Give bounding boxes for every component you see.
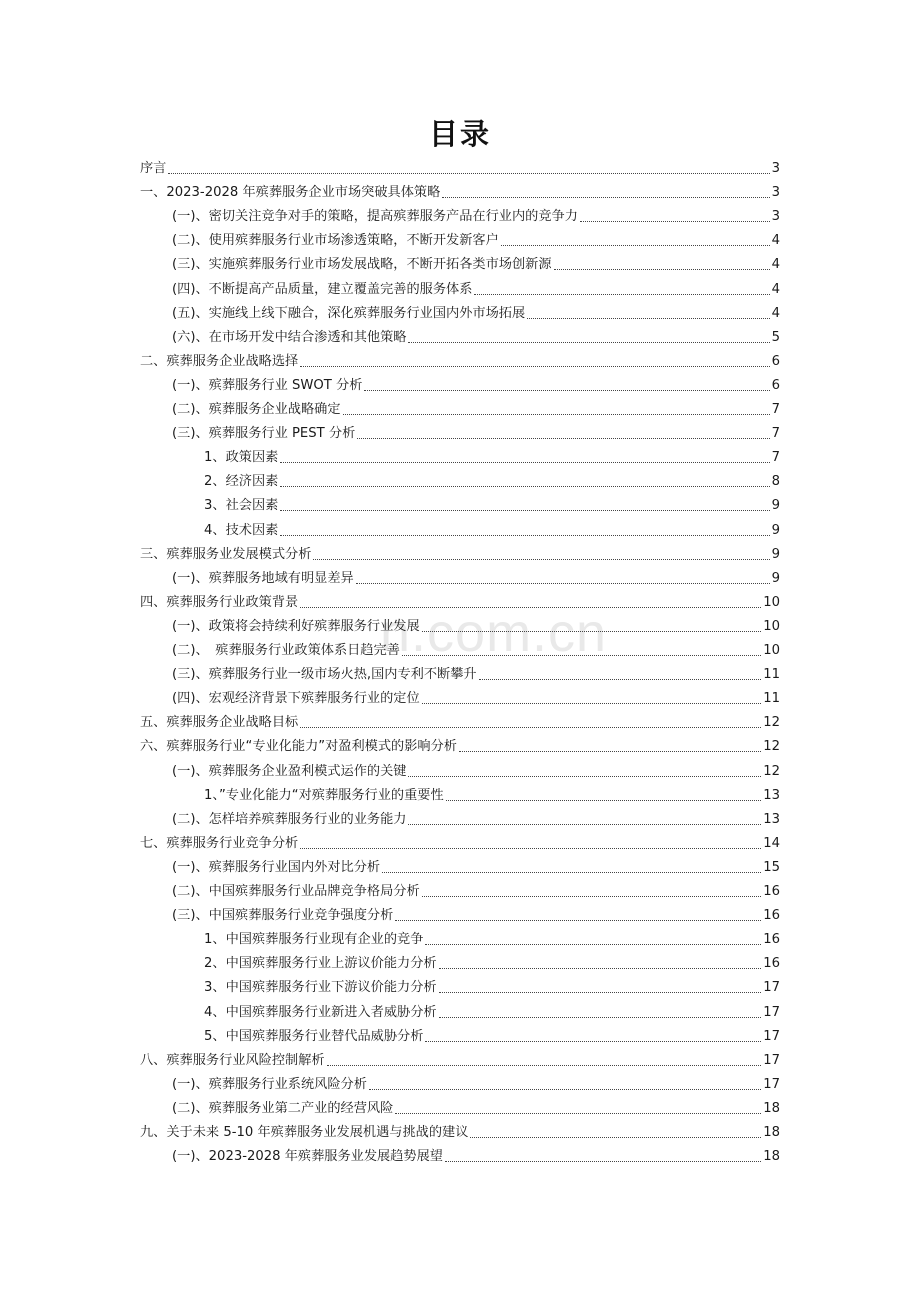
toc-dot-leader: [527, 303, 769, 325]
toc-page-number: 15: [763, 859, 780, 875]
toc-entry-title: 序言: [140, 161, 167, 176]
toc-page-number: 18: [763, 1100, 780, 1116]
toc-entry[interactable]: [172, 664, 780, 686]
toc-entry-title: 3、中国殡葬服务行业下游议价能力分析: [204, 980, 437, 996]
toc-dot-leader: [408, 327, 769, 349]
toc-page-number: 10: [763, 643, 780, 658]
toc-entry[interactable]: [172, 279, 780, 301]
toc-dot-leader: [439, 953, 762, 975]
toc-entry-title: 五、殡葬服务企业战略目标: [140, 715, 299, 731]
toc-page-number: 18: [763, 1149, 780, 1165]
toc-entry[interactable]: [172, 640, 780, 662]
toc-page-number: 14: [763, 835, 780, 851]
toc-entry[interactable]: [204, 785, 780, 807]
toc-entry[interactable]: [172, 1074, 780, 1096]
toc-entry-title: (一)、密切关注竞争对手的策略，提高殡葬服务产品在行业内的竞争力: [172, 209, 578, 225]
toc-entry[interactable]: [172, 1098, 780, 1120]
toc-page-number: 17: [763, 1004, 780, 1020]
toc-dot-leader: [280, 447, 769, 469]
toc-page-number: 11: [763, 667, 780, 683]
toc-entry-title: 4、中国殡葬服务行业新进入者威胁分析: [204, 1004, 437, 1020]
toc-page-number: 10: [763, 618, 780, 634]
toc-dot-leader: [425, 1026, 761, 1048]
toc-page-number: 16: [763, 884, 780, 899]
toc-page-number: 4: [771, 257, 780, 273]
toc-page-number: 17: [763, 1028, 780, 1044]
toc-page-number: 10: [763, 594, 780, 610]
toc-entry[interactable]: [172, 230, 780, 252]
toc-entry-title: (三)、殡葬服务行业 PEST 分析: [172, 426, 356, 442]
toc-entry-title: 三、殡葬服务业发展模式分析: [140, 546, 312, 562]
toc-dot-leader: [300, 351, 769, 373]
toc-entry[interactable]: [172, 568, 780, 590]
toc-entry-title: (三)、实施殡葬服务行业市场发展战略，不断开拓各类市场创新源: [172, 257, 552, 273]
toc-entry[interactable]: [140, 158, 780, 180]
toc-page-number: 3: [771, 209, 780, 225]
toc-dot-leader: [395, 1098, 761, 1120]
toc-page-number: 3: [771, 185, 780, 201]
toc-page-number: 4: [771, 305, 780, 321]
toc-page-number: 17: [763, 980, 780, 996]
page-title: 目录: [428, 117, 491, 151]
toc-dot-leader: [300, 592, 761, 614]
toc-dot-leader: [300, 833, 761, 855]
toc-entry-title: (一)、殡葬服务行业系统风险分析: [172, 1076, 367, 1092]
toc-page-number: 8: [771, 474, 780, 490]
toc-page-number: 16: [763, 908, 780, 924]
toc-entry[interactable]: [172, 399, 780, 421]
toc-dot-leader: [501, 230, 770, 252]
toc-entry-title: (二)、殡葬服务企业战略确定: [172, 402, 341, 417]
toc-entry-title: (一)、殡葬服务地域有明显差异: [172, 570, 354, 586]
toc-entry-title: 2、经济因素: [204, 474, 279, 490]
toc-entry[interactable]: [172, 254, 780, 276]
toc-entry-title: 六、殡葬服务行业“专业化能力”对盈利模式的影响分析: [140, 739, 457, 755]
toc-entry[interactable]: [204, 1002, 780, 1024]
toc-entry-title: (一)、殡葬服务企业盈利模式运作的关键: [172, 763, 407, 779]
toc-entry-title: (二)、殡葬服务业第二产业的经营风险: [172, 1100, 394, 1116]
toc-dot-leader: [470, 1122, 761, 1144]
toc-dot-leader: [479, 664, 762, 686]
toc-entry[interactable]: [140, 712, 780, 734]
toc-page-number: 18: [763, 1125, 780, 1140]
toc-page-number: 7: [771, 450, 780, 466]
toc-entry[interactable]: [172, 761, 780, 783]
toc-entry[interactable]: [172, 857, 780, 879]
toc-page-number: 6: [771, 377, 780, 393]
toc-dot-leader: [442, 182, 769, 204]
toc-entry[interactable]: [140, 592, 780, 614]
toc-page-number: 7: [771, 402, 780, 417]
toc-dot-leader: [445, 1146, 761, 1168]
toc-entry[interactable]: [140, 1122, 780, 1144]
toc-entry-title: (五)、实施线上线下融合，深化殡葬服务行业国内外市场拓展: [172, 305, 526, 321]
toc-dot-leader: [425, 929, 761, 951]
toc-entry-title: 1、政策因素: [204, 450, 279, 466]
toc-entry[interactable]: [172, 881, 780, 903]
watermark: n.com.cn: [380, 603, 608, 663]
toc-entry-title: (三)、殡葬服务行业一级市场火热,国内专利不断攀升: [172, 667, 477, 683]
toc-entry[interactable]: [204, 520, 780, 542]
toc-page-number: 11: [763, 691, 780, 707]
toc-entry-title: 1、”专业化能力“对殡葬服务行业的重要性: [204, 787, 444, 803]
toc-page-number: 7: [771, 426, 780, 442]
toc-dot-leader: [580, 206, 770, 228]
toc-entry-title: (一)、殡葬服务行业国内外对比分析: [172, 859, 381, 875]
toc-entry-title: (二)、中国殡葬服务行业品牌竞争格局分析: [172, 884, 420, 899]
toc-entry-title: (一)、殡葬服务行业 SWOT 分析: [172, 377, 363, 393]
toc-entry[interactable]: [204, 977, 780, 999]
toc-dot-leader: [168, 158, 769, 180]
toc-dot-leader: [280, 471, 769, 493]
toc-entry[interactable]: [172, 423, 780, 445]
toc-page-number: 12: [763, 739, 780, 755]
toc-entry[interactable]: [172, 327, 780, 349]
toc-entry-title: (一)、2023-2028 年殡葬服务业发展趋势展望: [172, 1149, 443, 1165]
toc-page-number: 4: [771, 233, 780, 249]
toc-entry[interactable]: [172, 809, 780, 831]
toc-entry-title: (三)、中国殡葬服务行业竞争强度分析: [172, 908, 394, 924]
toc-entry-title: (四)、不断提高产品质量，建立覆盖完善的服务体系: [172, 281, 473, 297]
toc-dot-leader: [422, 881, 762, 903]
toc-entry-title: 2、中国殡葬服务行业上游议价能力分析: [204, 956, 437, 972]
toc-entry-title: 七、殡葬服务行业竞争分析: [140, 835, 299, 851]
toc-page-number: 16: [763, 932, 780, 948]
toc-dot-leader: [357, 423, 769, 445]
toc-entry-title: 4、技术因素: [204, 522, 279, 538]
toc-entry[interactable]: [204, 929, 780, 951]
toc-dot-leader: [300, 712, 761, 734]
toc-page-number: 9: [771, 546, 780, 562]
toc-entry-title: 5、中国殡葬服务行业替代品威胁分析: [204, 1028, 424, 1044]
toc-entry-title: 八、殡葬服务行业风险控制解析: [140, 1052, 325, 1068]
toc-entry[interactable]: [172, 616, 780, 638]
toc-entry[interactable]: [204, 471, 780, 493]
toc-entry-title: 1、中国殡葬服务行业现有企业的竞争: [204, 932, 424, 948]
toc-entry[interactable]: [172, 1146, 780, 1168]
toc-dot-leader: [369, 1074, 761, 1096]
toc-page-number: 17: [763, 1052, 780, 1068]
toc-dot-leader: [327, 1050, 762, 1072]
toc-dot-leader: [554, 254, 770, 276]
toc-page-number: 3: [771, 161, 780, 176]
toc-dot-leader: [474, 279, 769, 301]
toc-dot-leader: [356, 568, 770, 590]
toc-page-number: 13: [763, 787, 780, 803]
toc-page-number: 9: [771, 522, 780, 538]
toc-dot-leader: [364, 375, 769, 397]
toc-entry-title: 二、殡葬服务企业战略选择: [140, 353, 299, 369]
toc-entry[interactable]: [172, 303, 780, 325]
toc-entry[interactable]: [140, 1050, 780, 1072]
toc-entry[interactable]: [140, 544, 780, 566]
toc-dot-leader: [343, 399, 770, 421]
toc-entry-title: 3、社会因素: [204, 498, 279, 514]
toc-entry-title: 四、殡葬服务行业政策背景: [140, 594, 299, 610]
toc-page-number: 5: [771, 329, 780, 345]
toc-page-number: 16: [763, 956, 780, 972]
toc-page-number: 12: [763, 763, 780, 779]
toc-dot-leader: [402, 640, 761, 662]
toc-entry-title: (二)、使用殡葬服务行业市场渗透策略，不断开发新客户: [172, 233, 499, 249]
toc-dot-leader: [408, 761, 761, 783]
toc-dot-leader: [439, 1002, 762, 1024]
toc-dot-leader: [408, 809, 761, 831]
toc-entry[interactable]: [140, 182, 780, 204]
toc-entry[interactable]: [172, 375, 780, 397]
toc-entry-title: (二)、 殡葬服务行业政策体系日趋完善: [172, 643, 400, 658]
toc-page-number: 4: [771, 281, 780, 297]
toc-entry[interactable]: [172, 688, 780, 710]
toc-entry-title: 一、2023-2028 年殡葬服务企业市场突破具体策略: [140, 185, 441, 201]
toc-page-number: 17: [763, 1076, 780, 1092]
toc-entry[interactable]: [172, 206, 780, 228]
toc-entry-title: (六)、在市场开发中结合渗透和其他策略: [172, 329, 407, 345]
toc-entry[interactable]: [140, 351, 780, 373]
toc-entry-title: (二)、怎样培养殡葬服务行业的业务能力: [172, 811, 407, 827]
toc-page-number: 13: [763, 811, 780, 827]
toc-page-number: 9: [771, 498, 780, 514]
toc-dot-leader: [280, 520, 769, 542]
toc-entry[interactable]: [140, 736, 780, 758]
toc-page-number: 12: [763, 715, 780, 731]
toc-dot-leader: [422, 688, 762, 710]
toc-dot-leader: [422, 616, 762, 638]
toc-page-number: 6: [771, 353, 780, 369]
toc-dot-leader: [446, 785, 762, 807]
toc-dot-leader: [439, 977, 762, 999]
toc-page-number: 9: [771, 570, 780, 586]
toc-dot-leader: [459, 736, 761, 758]
toc-dot-leader: [395, 905, 761, 927]
toc-entry[interactable]: [204, 1026, 780, 1048]
toc-entry[interactable]: [204, 495, 780, 517]
toc-entry[interactable]: [204, 447, 780, 469]
toc-entry-title: 九、关于未来 5-10 年殡葬服务业发展机遇与挑战的建议: [140, 1125, 469, 1140]
toc-dot-leader: [382, 857, 761, 879]
toc-entry[interactable]: [172, 905, 780, 927]
toc-entry[interactable]: [204, 953, 780, 975]
toc-dot-leader: [313, 544, 769, 566]
toc-entry-title: (一)、政策将会持续利好殡葬服务行业发展: [172, 618, 420, 634]
toc-dot-leader: [280, 495, 769, 517]
toc-entry-title: (四)、宏观经济背景下殡葬服务行业的定位: [172, 691, 420, 707]
toc-entry[interactable]: [140, 833, 780, 855]
